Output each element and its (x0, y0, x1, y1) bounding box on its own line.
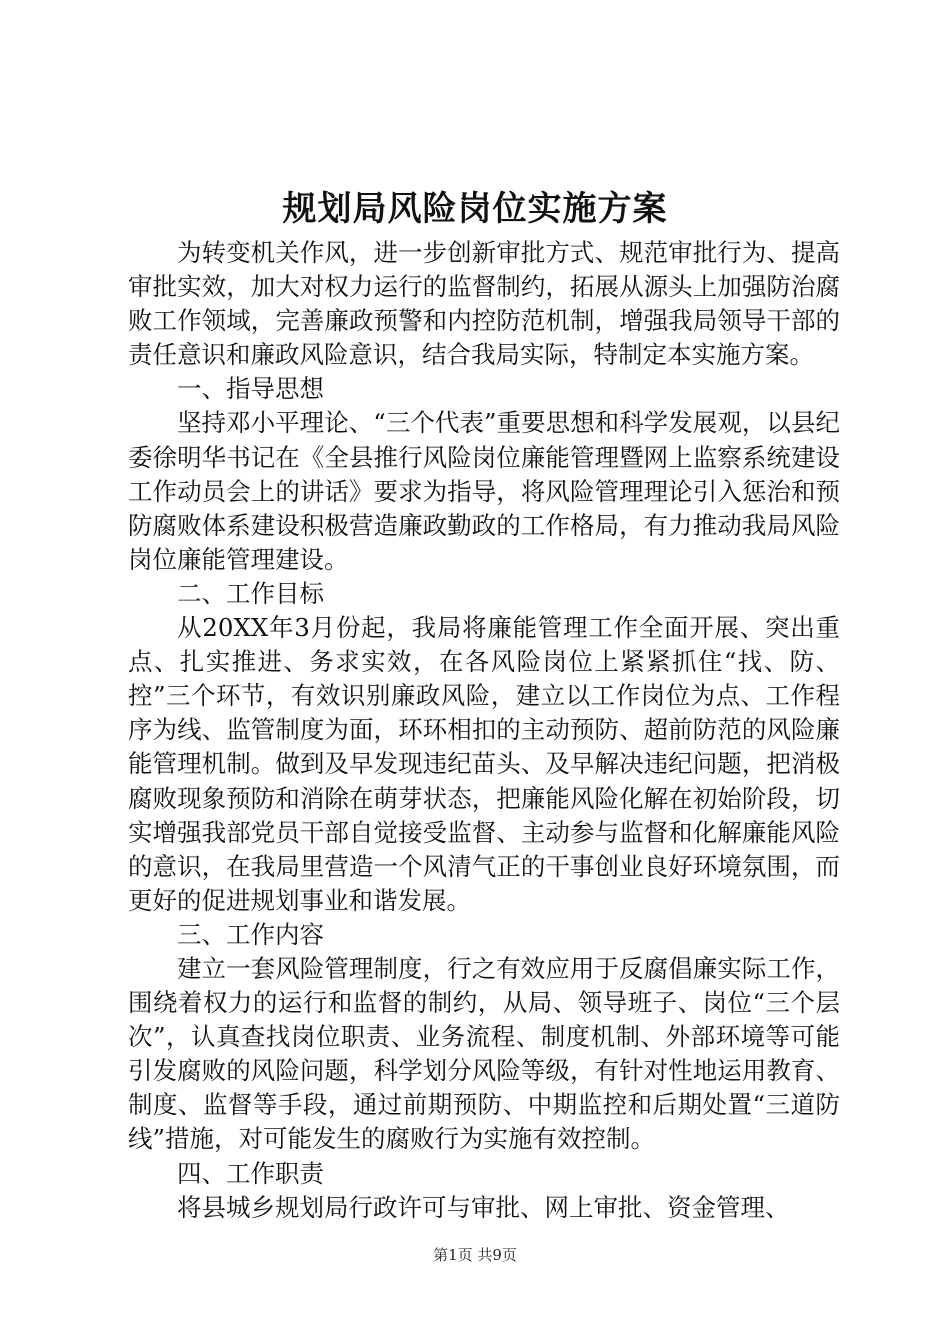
section-heading-work-content: 三、工作内容 (177, 919, 324, 949)
section-text-guiding-ideology: 坚持邓小平理论、“三个代表”重要思想和科学发展观，以县纪委徐明华书记在《全县推行风险岗位廉能管理暨网上监察系统建设工作动员会上的讲话》要求为指导，将风险管理理论引入惩治和预防腐败体系建设积极营造廉政勤政的工作格局，有力推动我局风险岗位廉能管理建设。 (128, 408, 840, 574)
section-text-work-content: 建立一套风险管理制度，行之有效应用于反腐倡廉实际工作，围绕着权力的运行和监督的制约，从局、领导班子、岗位“三个层次”，认真查找岗位职责、业务流程、制度机制、外部环境等可能引发腐败的风险问题，科学划分风险等级，有针对性地运用教育、制度、监督等手段，通过前期预防、中期监控和后期处置“三道防线”措施，对可能发生的腐败行为实施有效控制。 (128, 953, 840, 1154)
section-heading-work-goals: 二、工作目标 (177, 578, 324, 608)
intro-paragraph: 为转变机关作风，进一步创新审批方式、规范审批行为、提高审批实效，加大对权力运行的监督制约，拓展从源头上加强防治腐败工作领域，完善廉政预警和内控防范机制，增强我局领导干部的责任意识和廉政风险意识，结合我局实际，特制定本实施方案。 (128, 238, 840, 370)
page-number-footer: 第1页 共9页 (433, 1246, 517, 1264)
document-title: 规划局风险岗位实施方案 (282, 189, 668, 229)
section-text-work-goals: 从20XX年3月份起，我局将廉能管理工作全面开展、突出重点、扎实推进、务求实效，在各风险岗位上紧紧抓住“找、防、控”三个环节，有效识别廉政风险，建立以工作岗位为点、工作程序为线、监管制度为面，环环相扣的主动预防、超前防范的风险廉能管理机制。做到及早发现违纪苗头、及早解决违纪问题，把消极腐败现象预防和消除在萌芽状态，把廉能风险化解在初始阶段，切实增强我部党员干部自觉接受监督、主动参与监督和化解廉能风险的意识，在我局里营造一个风清气正的干事创业良好环境氛围，而更好的促进规划事业和谐发展。 (128, 613, 840, 915)
document-body (128, 236, 840, 1225)
section-heading-guiding-ideology: 一、指导思想 (177, 374, 324, 404)
section-text-work-duties: 将县城乡规划局行政许可与审批、网上审批、资金管理、 (177, 1192, 790, 1222)
section-heading-work-duties: 四、工作职责 (177, 1158, 324, 1188)
